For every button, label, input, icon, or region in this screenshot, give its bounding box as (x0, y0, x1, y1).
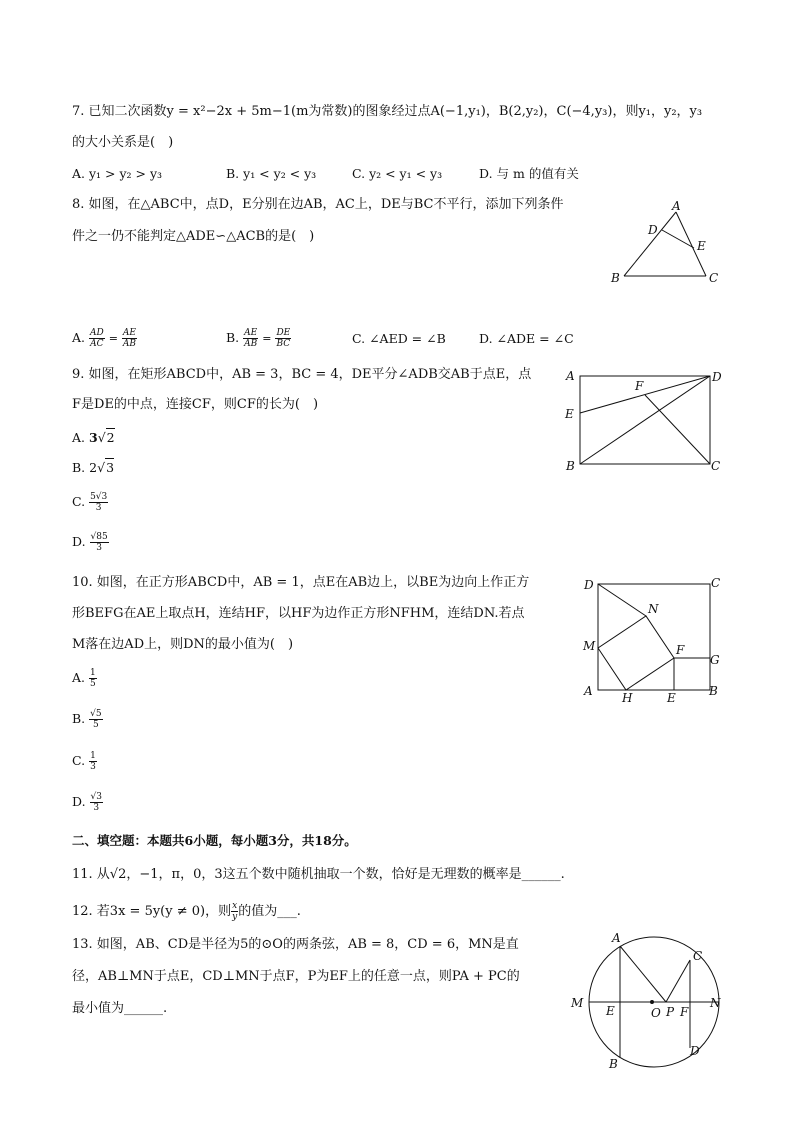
q9-label-c: C (711, 459, 721, 473)
q10-option-b: B. $\frac{√5}{5}$ (72, 709, 102, 730)
q13-label-m: M (571, 996, 584, 1010)
q9-option-b: B. 2√3 (72, 460, 115, 475)
q13-label-d: D (690, 1044, 700, 1058)
q8-triangle-figure (600, 200, 730, 290)
q8-stem-line2: 件之一仍不能判定△ADE∽△ACB的是( ) (72, 229, 315, 244)
q10-label-f: F (676, 643, 685, 657)
q11-stem: 11. 从√2，−1，π，0，3这五个数中随机抽取一个数，恰好是无理数的概率是______. (72, 867, 565, 882)
q10-stem-line3: M落在边AD上，则DN的最小值为( ) (72, 637, 294, 652)
q8-stem-line1: 8. 如图，在△ABC中，点D，E分别在边AB，AC上，DE与BC不平行，添加下列条件 (72, 197, 564, 212)
q7-option-d: D. 与 m 的值有关 (479, 166, 579, 181)
q13-label-n: N (710, 996, 721, 1010)
q13-label-b: B (609, 1057, 618, 1071)
q10-option-d: D. $\frac{√3}{3}$ (72, 792, 103, 813)
q9-rectangle-figure (560, 364, 730, 474)
q13-label-p: P (666, 1005, 675, 1019)
q7-option-c: C. y₂ < y₁ < y₃ (352, 166, 443, 181)
q13-label-o: O (651, 1006, 661, 1020)
q10-label-n: N (648, 602, 659, 616)
q10-option-c: C. $\frac{1}{3}$ (72, 751, 96, 772)
q9-label-e: E (565, 407, 574, 421)
q10-label-b: B (709, 684, 718, 698)
q8-label-e: E (697, 239, 706, 253)
q9-label-a: A (566, 369, 575, 383)
q8-label-b: B (611, 271, 620, 285)
q9-label-f: F (635, 379, 644, 393)
q10-label-c: C (711, 576, 721, 590)
q8-option-d: D. ∠ADE = ∠C (479, 331, 574, 346)
q13-stem-line1: 13. 如图，AB、CD是半径为5的⊙O的两条弦，AB = 8，CD = 6，MN是直 (72, 937, 519, 952)
q10-label-m: M (583, 639, 596, 653)
q10-label-d: D (584, 578, 594, 592)
q10-stem-line1: 10. 如图，在正方形ABCD中，AB = 1，点E在AB边上，以BE为边向上作正方 (72, 575, 530, 590)
q13-label-a: A (612, 931, 621, 945)
q13-circle-figure (566, 930, 731, 1075)
q10-label-h: H (622, 691, 633, 705)
section-title-fill-in: 二、填空题：本题共6小题，每小题3分，共18分。 (72, 833, 357, 848)
q8-label-a: A (672, 199, 681, 213)
q8-label-c: C (709, 271, 719, 285)
q7-option-b: B. y₁ < y₂ < y₃ (226, 166, 317, 181)
q8-option-b: B. $\frac{AE}{AB}$ = $\frac{DE}{BC}$ (226, 328, 291, 349)
q9-option-c: C. $\frac{5√3}{3}$ (72, 492, 108, 513)
q9-label-d: D (712, 370, 722, 384)
q10-option-a: A. $\frac{1}{5}$ (72, 668, 96, 689)
q8-option-c: C. ∠AED = ∠B (352, 331, 446, 346)
q7-stem-line1: 7. 已知二次函数y = x²−2x + 5m−1(m为常数)的图象经过点A(−1,y₁)，B(2,y₂)，C(−4,y₃)，则y₁，y₂，y₃ (72, 104, 703, 119)
q7-stem-line2: 的大小关系是( ) (72, 135, 174, 150)
q10-square-figure (578, 574, 728, 709)
q13-stem-line3: 最小值为______. (72, 1001, 168, 1016)
q9-option-a: A. 3√2 (72, 430, 115, 445)
q9-stem-line1: 9. 如图，在矩形ABCD中，AB = 3，BC = 4，DE平分∠ADB交AB于点E，点 (72, 367, 532, 382)
q13-label-c: C (693, 949, 703, 963)
q13-label-f: F (680, 1005, 689, 1019)
q10-label-g: G (710, 653, 720, 667)
q8-label-d: D (648, 223, 658, 237)
q9-stem-line2: F是DE的中点，连接CF，则CF的长为( ) (72, 397, 319, 412)
q9-option-d: D. $\frac{√85}{3}$ (72, 532, 108, 553)
q12-stem: 12. 若3x = 5y(y ≠ 0)，则 $\frac{x}{y}$ 的值为___. (72, 901, 301, 922)
q13-label-e: E (606, 1004, 615, 1018)
q9-label-b: B (566, 459, 575, 473)
q8-option-a: A. $\frac{AD}{AC}$ = $\frac{AE}{AB}$ (72, 328, 137, 349)
q10-stem-line2: 形BEFG在AE上取点H，连结HF，以HF为边作正方形NFHM，连结DN.若点 (72, 606, 525, 621)
q13-stem-line2: 径，AB⊥MN于点E，CD⊥MN于点F，P为EF上的任意一点，则PA + PC的 (72, 969, 520, 984)
q10-label-e: E (667, 691, 676, 705)
q10-label-a: A (584, 684, 593, 698)
q7-option-a: A. y₁ > y₂ > y₃ (72, 166, 163, 181)
